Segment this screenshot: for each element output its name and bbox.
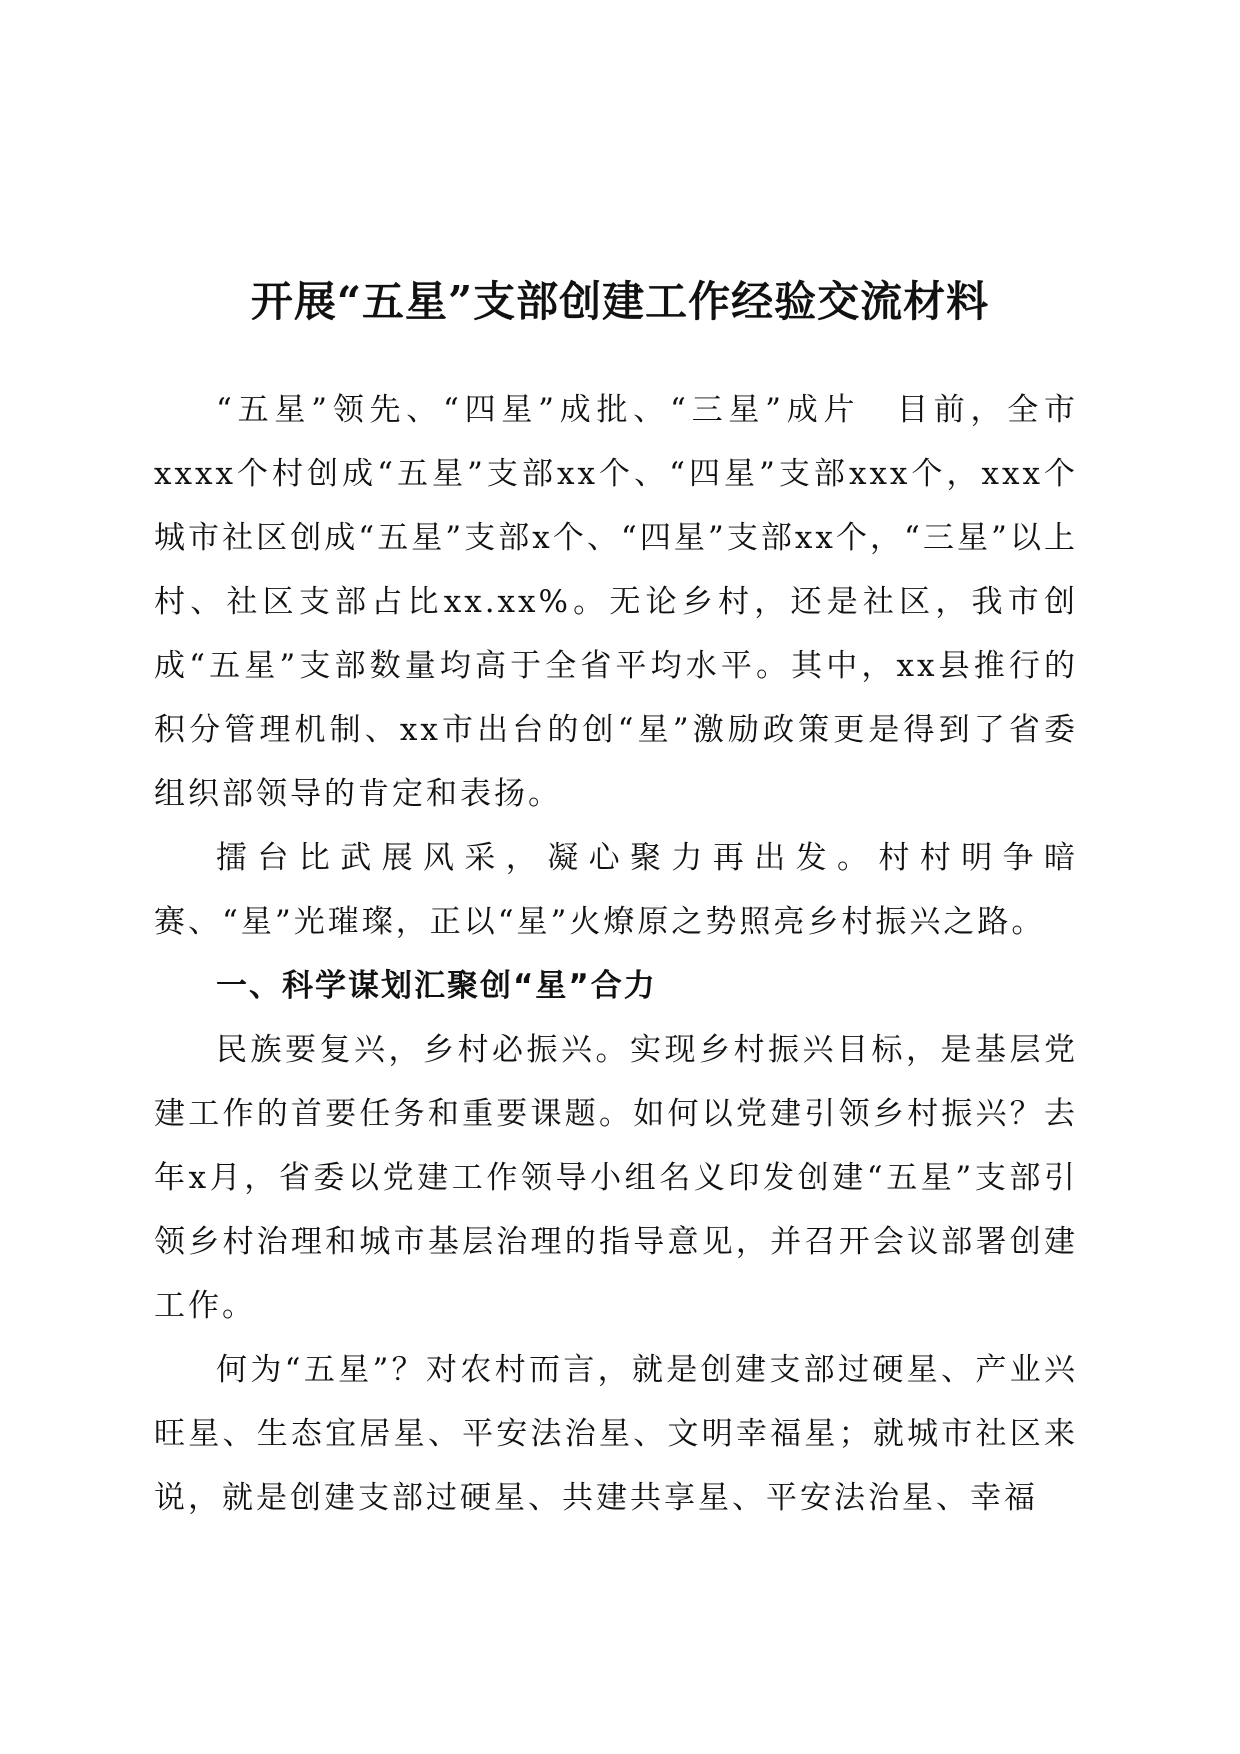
document-title: 开展“五星”支部创建工作经验交流材料 <box>250 277 990 327</box>
paragraph-competition: 擂台比武展风采，凝心聚力再出发。村村明争暗赛、“星”光璀璨，正以“星”火燎原之势照亮乡村振兴之路。 <box>154 840 1078 940</box>
paragraph-five-stars-definition: 何为“五星”？对农村而言，就是创建支部过硬星、产业兴旺星、生态宜居星、平安法治星、文明幸福星；就城市社区来说，就是创建支部过硬星、共建共享星、平安法治星、幸福 <box>154 1352 1078 1516</box>
paragraph-overview: “五星”领先、“四星”成批、“三星”成片 目前，全市xxxx个村创成“五星”支部xx个、“四星”支部xxx个，xxx个城市社区创成“五星”支部x个、“四星”支部xx个，“三星”以上村、社区支部占比xx.xx%。无论乡村，还是社区，我市创成“五星”支部数量均高于全省平均水平。其中，xx县推行的积分管理机制、xx市出台的创“星”激励政策更是得到了省委组织部领导的肯定和表扬。 <box>154 392 1078 812</box>
section-heading: 一、科学谋划汇聚创“星”合力 <box>216 968 657 1004</box>
document-body <box>154 378 1078 1530</box>
paragraph-rural-revitalization: 民族要复兴，乡村必振兴。实现乡村振兴目标，是基层党建工作的首要任务和重要课题。如何以党建引领乡村振兴？去年x月，省委以党建工作领导小组名义印发创建“五星”支部引领乡村治理和城市基层治理的指导意见，并召开会议部署创建工作。 <box>154 1032 1078 1324</box>
